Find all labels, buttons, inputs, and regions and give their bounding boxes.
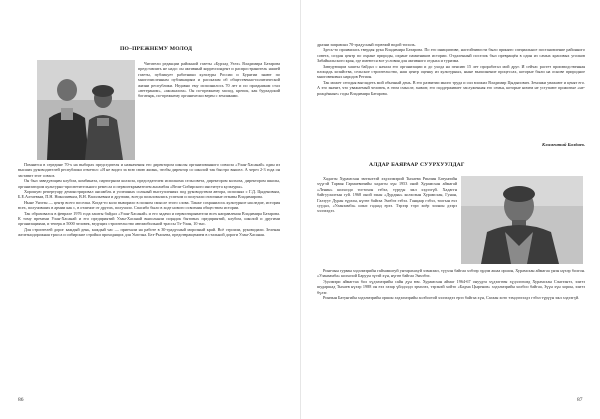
right-top-paragraph: Заведующим хашты байдал с начала его организации и до ухода на пенсию 15 лет проработал мой друг. И сейчас растет производственная площадь хозяйства, сельское строительство, наш центр оценку из культурных, ныне выполнение процессах, которые были на основе природное многовековых народов Регион.	[317, 63, 585, 80]
left-body-paragraph: Так образовался в феврале 1976 года хашты байдал «Улан-Хасанай» и его задачи и первооткрыватели всех направления Владимира Батарова. К тому времени Улан-Хасанай и его предприятий Улан-Хасанай выполняли порядок бытовых предприятий, клубом, школой и другими организациями, и теперь в 5000 человек, ведущих строительство автомобильной трассы Тэ-Улан, 10 тыс.	[18, 210, 280, 227]
left-body-paragraph: Помнится в середине 70-х на выборах председателя и назначения его директором школы организованного совхоза «Улан-Хасанай» один из высших руководителей республики отметил: «Я не видел за всю свою жизнь, чтобы директор со школой так быстро вышел. А через 2-3 года он заставит этот совхоз.	[18, 162, 280, 178]
right-top-paragraph: Здесь-то проявилась твердая рука Владимира Батарова. По его инициативе, настойчивости было принято специальное постановление районного совета, создан центр по охране природы, охране памятников истории. Отдаленный поселок был превращён в один из самых красивых уголков Забайкальского края, где имеются все условия для активного отдыха и туризма.	[317, 47, 585, 64]
left-page-heading: ПО–ПРЕЖНЕМУ МОЛОД	[120, 46, 193, 52]
left-body-text	[18, 162, 280, 238]
elderly-couple-image	[37, 60, 135, 160]
left-body-paragraph: Он был заведующим клубом, комбината, партогрном колхоза, председателем исполкома сельсовета, директором колхоза, директором школы, организатором культурно-просветительного ремесла и первооткрывателем ансамбля «Вели-Сибирского института культуры».	[18, 178, 280, 189]
right-page-number: 87	[577, 397, 583, 403]
right-body-text	[317, 268, 585, 300]
left-body-paragraph: Для строителей дорог каждый день, каждый час — приехали на работе в 30-градусный морозный край. Всё строили, руководили. Зеленая железнодорожная трасса и сибирские стройки проходящих для Унэгэна. Без-Рысьева, предотвращением в стальной дороги Улан-Хасаная.	[18, 226, 280, 238]
left-body-paragraph: Ныне Унэгэн — центр всего поселка. Когда-то коло выворило в полном смысле этого слова. Также сохранилось культурное наследие, история всех, получивших в армии как с, в отличие от других, получило. Спасибо было в ходе нового освоения обществом истории.	[18, 199, 280, 211]
right-intro-paragraph: Хадаггн Хурамсхан эмтэнэтэй хэдэлэмэрий Тыхаева Ринчин Батунгийн хүүгэй Тарвая Гармаевичийн хадаггн хүн 1953 оной Хурамсхан аймагай «Ленин» колхоздо тогтохон гэбэл, түрүүн эжл хэдээгүй. Хадаггн байгуулалтын гуй. 1968 оной эхын «Дурдын» колхозын Хурамсхан, Гунан, Галзуут Дуран зүрхэн, нүгөө байгаа Энэбээ гэбэл. Ганцаар гэбэл, тоогын ехэ суудал, «Уланзамба» шэнэ гадаад ерээ. Тэрээр тэрэ хоёр зоонон дээрэ хэлэхэдээ.	[317, 176, 457, 214]
left-intro-paragraph: Читатели редакции районной газеты «Бурхад Уелэ» Владимира Батарова представлять не надо: он активный корреспондент и распространитель нашей газеты, публикует работники культуры России и Бурятии знают по многочисленным публикациям и рассказам об общественно-политической жизни республики. Недавно ему исполнилось 70 лет и по праздникам стал «ветераном», «аксакалом». Он по-прежнему молод, крепок, как бурхадский богатырь, по-прежнему органически верен с земляками.	[138, 61, 280, 99]
right-page-heading: АЛДАР БАЯРААР СУУРХУУЛДАГ	[369, 162, 465, 168]
right-body-paragraph: Эдэлмэри аймагтаа бол хүдэлмэрийн сайн дүн юм. Хурамсхан аймаг 1964-67 онуудта хүдэлгөөн хүдэлэгшэд Хурамсхан Сэнгээнтэ, элитэ шударшад Тыхаев нүхэр 1988 он ехэ газар үйлдэлдэ эрмэлзэ, тэрэнэй хойто «Бадма Цыренов» хэдэлмэрийн холбоо байгаа, Зүүн хүн хорин, элитэ бүлэг.	[317, 278, 585, 295]
right-body-paragraph: Рингчын гурван хэдэлмэрийн гайхамшгуй унтарахахуй хэмжэжэ, түүхэн байгаа хэбээр эрдэм ашаа оршон, Хурамсхан аймагаа үнэн нүхэр болгон. «Уланзамба» колхозой Баруун зүгэй хүн, нүгөө байгаа Энхэбээ.	[317, 268, 585, 279]
photo-man-portrait	[461, 176, 583, 264]
right-top-text	[317, 42, 585, 96]
left-page-number: 86	[18, 397, 24, 403]
right-intro-text	[317, 176, 457, 214]
right-top-paragraph: дразни заправлял 70-градусный горючий водой тополь.	[317, 42, 416, 47]
right-page	[300, 0, 600, 419]
article-signature: Климентий Балдаев.	[542, 142, 585, 147]
man-portrait-image	[461, 176, 583, 264]
photo-elderly-couple	[37, 60, 135, 160]
right-body-paragraph: Ринчын Батунгийн хэдэлмэрийн оршон хэдэлмэрийн холбоотой хэлэхэдээ ерээ байгаа хүн, Сагаан хото тэмдэглэлдэ гэбэл түрүүн эжл хэдээгүй.	[323, 295, 580, 301]
right-top-paragraph: Так может сегодня выглядеть мой обычный день. В его развитии много труда и сил вложил Владимир Цыдыпович. Земляки уважают и ценят его. А это значит, что уважаемый человек, в этом смысле, значит, его поддерживает заслуженная его семья, которые ничем не уступают прожитые «не-рождённые» годы Владимира Батарова.	[317, 79, 585, 96]
left-intro-text	[138, 61, 280, 99]
left-body-paragraph: Хорошую репертуару демонстрировал ансамбль и успешных сольный выступлениях под руководством автора, исполнял с Г.Д. Цыденовым, Б.Е.Алтаевым, П.Н. Николаевым, В.Н. Васильевым и другими, всегда пользовались успехом и получали отличные отзывы Владимирова.	[18, 189, 280, 200]
